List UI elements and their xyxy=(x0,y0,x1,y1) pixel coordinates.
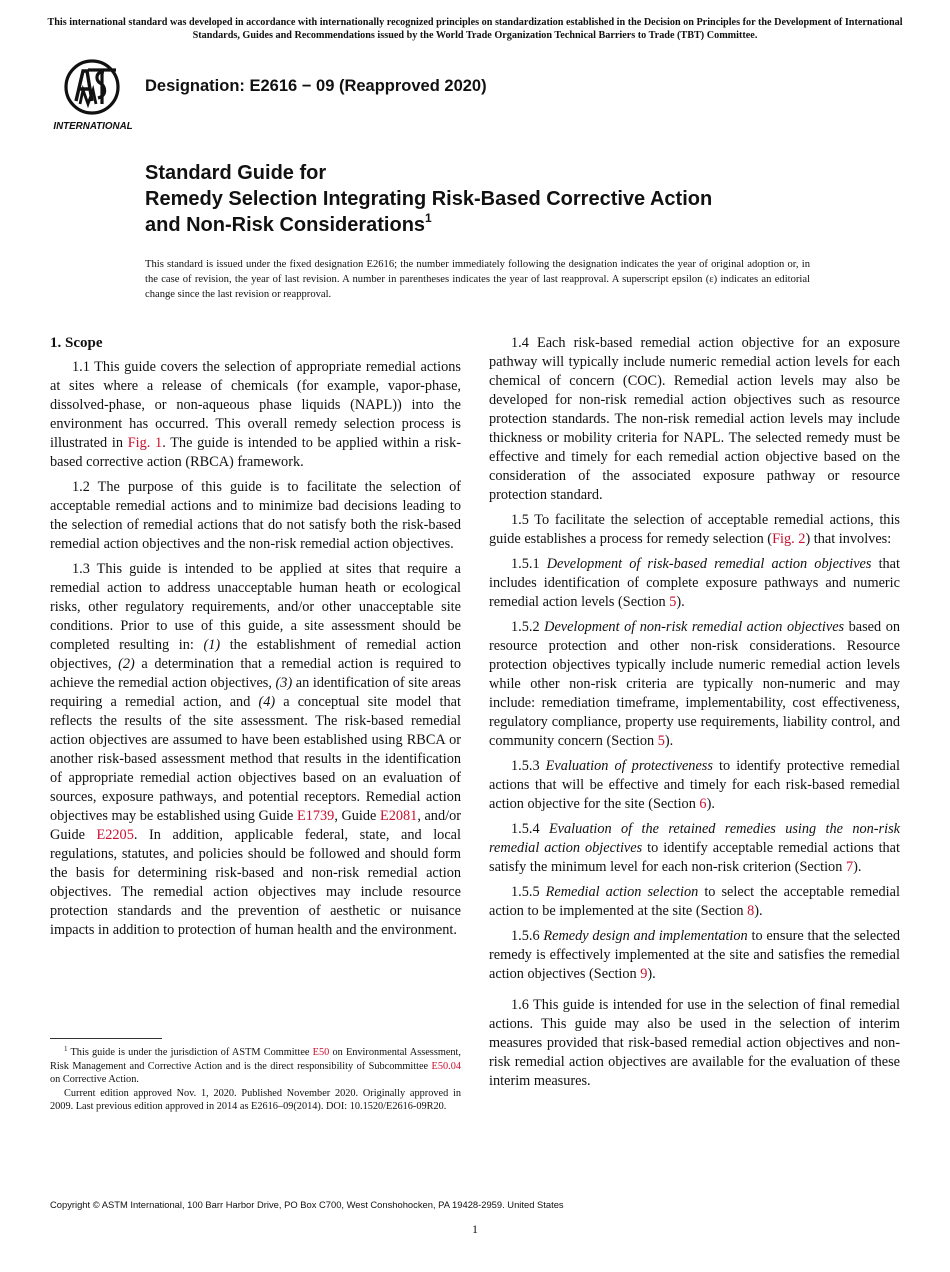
paragraph-1-5-4: 1.5.4 Evaluation of the retained remedies using the non-risk remedial action objectives to identify acceptable remedial actions that satisfy the minimum level for each non-risk criterion (Section 7). xyxy=(489,821,901,875)
wto-notice: This international standard was developed in accordance with internationally recognized principles on standardization established in the Decision on Principles for the Development of International Standards, Guides and Recommendations issued by the World Trade Organization Technical Barriers to Trade (TBT) Committee. xyxy=(47,17,903,41)
link-section-6[interactable]: 6 xyxy=(699,796,707,812)
link-e1739[interactable]: E1739 xyxy=(296,808,335,824)
left-column xyxy=(50,334,461,946)
link-e2081[interactable]: E2081 xyxy=(379,808,418,824)
paragraph-1-5-1: 1.5.1 Development of risk-based remedial action objectives that includes identification of complete exposure pathways and numeric remedial action levels (Section 5). xyxy=(489,556,901,610)
astm-logo xyxy=(52,56,134,134)
document-title xyxy=(145,160,865,238)
title-footnote-mark: 1 xyxy=(425,211,432,225)
paragraph-1-4: 1.4 Each risk-based remedial action objective for an exposure pathway will typically include numeric remedial action levels for each chemical of concern (COC). Remedial action levels may also be developed for non-risk remedial action objectives such as resource protection standards. The non-risk remedial action levels may include thickness or mobility criteria for NAPL. The selected remedy must be effective and timely for each remedial action objective based on the consideration of the associated exposure pathway or resource protection standard. xyxy=(489,335,900,503)
paragraph-1-2: 1.2 The purpose of this guide is to facilitate the selection of acceptable remedial actions and to minimize bad decisions leading to the selection of remedial actions that do not satisfy both the risk-based remedial action objectives and the non-risk remedial action objectives. xyxy=(50,479,461,552)
astm-logo-icon xyxy=(52,56,134,134)
footnote-jurisdiction: $^1$ This guide is under the jurisdiction of ASTM Committee E50 on Environmental Assessment, Risk Management and Corrective Action and is the direct responsibility of Subcommittee E50.04 on Corrective Action. xyxy=(50,1045,461,1086)
title-line-3: and Non-Risk Considerations xyxy=(145,214,426,236)
paragraph-1-5-2: 1.5.2 Development of non-risk remedial action objectives based on resource protection and other non-risk considerations. Resource protection objectives typically include numeric remedial action levels while other non-risk criteria are typically non-numeric and may include: remediation timeframe, implementability, cost effectiveness, regulatory compliance, property use requirements, liability control, and community concern (Section 5). xyxy=(489,619,900,749)
issued-note: This standard is issued under the fixed designation E2616; the number immediately following the designation indicates the year of original adoption or, in the case of revision, the year of last revision. A number in parentheses indicates the year of last reapproval. A superscript epsilon (ε) indicates an editorial change since the last revision or reapproval. xyxy=(145,259,810,300)
footnote-rule xyxy=(50,1038,162,1039)
link-section-5a[interactable]: 5 xyxy=(669,594,677,610)
logo-text: INTERNATIONAL xyxy=(53,121,133,132)
link-section-9[interactable]: 9 xyxy=(640,966,648,982)
paragraph-1-5-5: 1.5.5 Remedial action selection to select the acceptable remedial action to be implemented at the site (Section 8). xyxy=(489,884,900,919)
paragraph-1-5-6: 1.5.6 Remedy design and implementation to ensure that the selected remedy is effectively implemented at the site and satisfies the remedial action objectives (Section 9). xyxy=(489,928,901,982)
footnote xyxy=(50,1046,461,1114)
link-fig-2[interactable]: Fig. 2 xyxy=(772,531,806,547)
link-section-8[interactable]: 8 xyxy=(747,903,755,919)
paragraph-1-5: 1.5 To facilitate the selection of acceptable remedial actions, this guide establishes a process for remedy selection (Fig. 2) that involves: xyxy=(489,512,900,547)
right-column xyxy=(489,334,900,1097)
paragraph-1-6: 1.6 This guide is intended for use in the selection of final remedial actions. This guide may also be used in the selection of interim measures provided that risk-based remedial action objectives and non-risk remedial action objectives are available for the evaluation of these interim measures. xyxy=(489,997,900,1089)
designation: Designation: E2616 − 09 (Reapproved 2020) xyxy=(145,77,487,95)
paragraph-1-5-3: 1.5.3 Evaluation of protectiveness to identify protective remedial actions that will be effective and timely for each risk-based remedial action objective for the site (Section 6). xyxy=(489,758,900,812)
paragraph-1-3: 1.3 This guide is intended to be applied at sites that require a remedial action to address unacceptable human heath or ecological risks, other regulatory requirements, and/or other unacceptable site conditions. Prior to use of this guide, a site assessment should be completed resulting in: (1) the establishment of remedial action objectives, (2) a determination that a remedial action is required to achieve the remedial action objectives, (3) an identification of site areas requiring a remedial action, and (4) a conceptual site model that reflects the results of the site assessment. The risk-based remedial action objectives are assumed to have been established using RBCA or another risk-based assessment method that results in the identification of appropriate remedial action objectives based on an evaluation of sources, exposure pathways, and potential receptors. Remedial action objectives may be established using Guide E1739, Guide E2081, and/or Guide E2205. In addition, applicable federal, state, and local regulations, statutes, and policies should be followed and should form the basis for determining risk-based and non-risk remedial action objectives. The remedial action objectives may include resource protection standards and the prevention of aesthetic or nuisance impacts in addition to protection of human health and the environment. xyxy=(50,561,461,938)
link-section-7[interactable]: 7 xyxy=(845,859,854,875)
link-section-5b[interactable]: 5 xyxy=(657,733,665,749)
link-e50[interactable]: E50 xyxy=(312,1047,330,1058)
link-e2205[interactable]: E2205 xyxy=(96,827,134,843)
section-heading-scope: 1. Scope xyxy=(50,335,103,351)
title-line-1: Standard Guide for xyxy=(145,162,327,184)
link-fig-1[interactable]: Fig. 1 xyxy=(127,435,163,451)
page-number: 1 xyxy=(472,1222,478,1236)
title-line-2: Remedy Selection Integrating Risk-Based Corrective Action xyxy=(145,188,713,210)
copyright-notice: Copyright © ASTM International, 100 Barr Harbor Drive, PO Box C700, West Conshohocken, PA 19428-2959. United States xyxy=(50,1199,564,1210)
link-e50-04[interactable]: E50.04 xyxy=(431,1060,461,1072)
footnote-edition: Current edition approved Nov. 1, 2020. Published November 2020. Originally approved in 2009. Last previous edition approved in 2014 as E2616–09(2014). DOI: 10.1520/E2616-09R20. xyxy=(50,1087,461,1113)
paragraph-1-1: 1.1 This guide covers the selection of appropriate remedial actions at sites where a release of chemicals (for example, vapor-phase, dissolved-phase, or non-aqueous phase liquids (NAPL)) into the environment has occurred. This overall remedy selection process is illustrated in Fig. 1. The guide is intended to be applied within a risk-based corrective action (RBCA) framework. xyxy=(50,359,461,470)
